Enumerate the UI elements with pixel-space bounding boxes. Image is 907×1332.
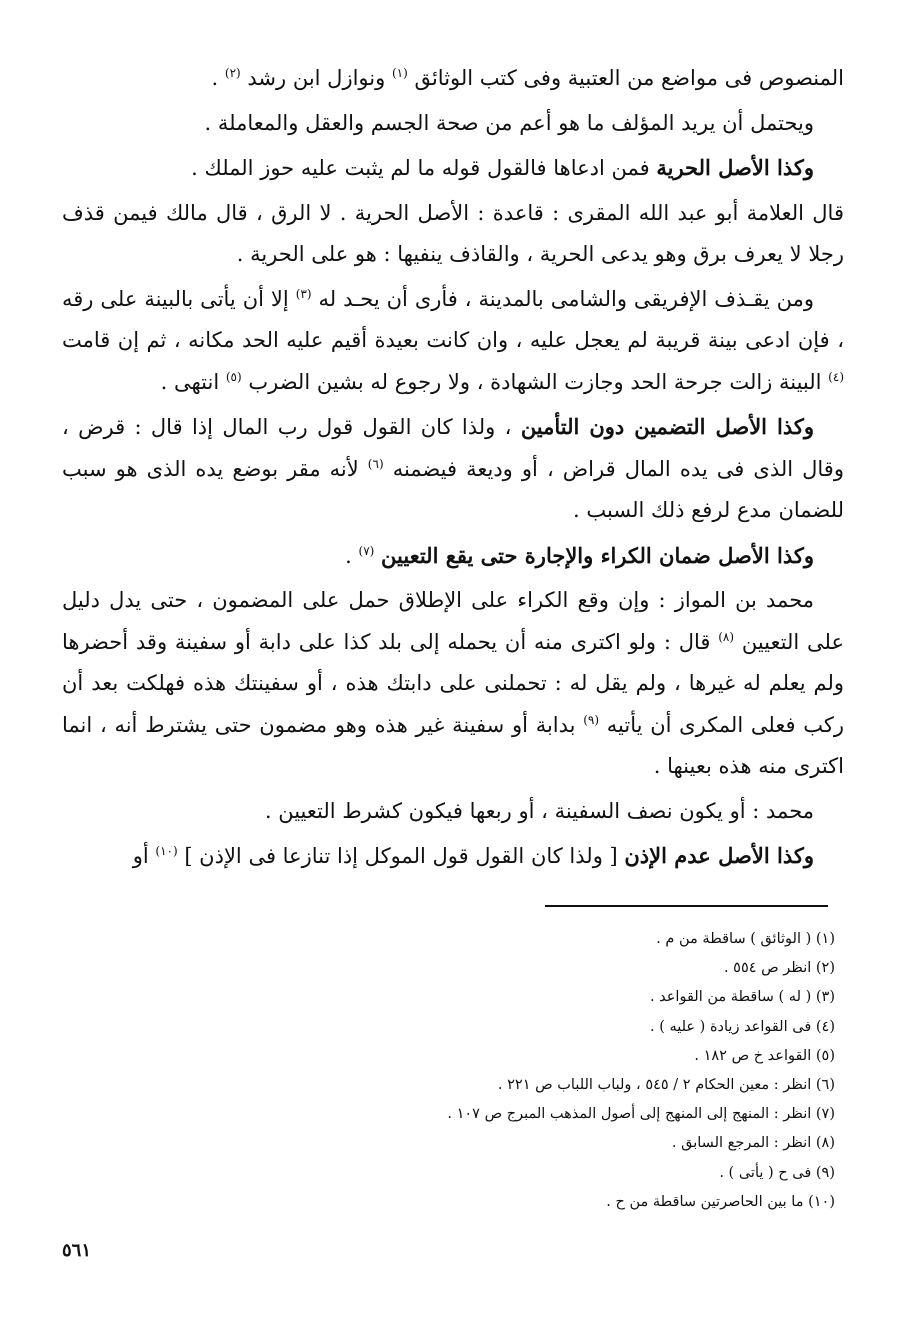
footnote-marker: (٢) xyxy=(224,66,241,80)
paragraph xyxy=(62,835,844,878)
paragraph xyxy=(62,580,844,788)
paragraph xyxy=(62,147,844,190)
text-run: قال : ولو اكترى منه أن يحمله إلى بلد كذا على دابة أو سفينة وقد أحضرها ولم يعلم له غيرها ، ولم يقل له : تحملنى على دابتك هذه ، أو سفينتك هذه فهلكت بعد أن ركب فعلى المكرى أن يأتيه xyxy=(62,629,844,737)
page-number: ٥٦١ xyxy=(62,1240,92,1261)
text-run: البينة زالت جرحة الحد وجازت الشهادة ، ولا رجوع له بشين الضرب xyxy=(241,369,829,394)
paragraph xyxy=(62,103,844,145)
main-text xyxy=(62,58,844,881)
text-run: إلا أن يأتى بالبينة على رقه ، فإن ادعى بينة قريبة لم يعجل عليه ، وان كانت بعيدة أقيم عليه الحد مكانه ، ثم إن قامت xyxy=(62,286,844,352)
footnote: (٩) فى ح ( يأتى ) . xyxy=(719,1164,835,1181)
footnote-marker: (٦) xyxy=(367,456,384,471)
text-run: [ ولذا كان القول قول الموكل إذا تنازعا فى الإذن ] xyxy=(177,844,625,868)
paragraph xyxy=(62,406,844,532)
footnote-marker: (١) xyxy=(391,66,408,80)
footnote: (٧) انظر : المنهج إلى المنهج إلى أصول المذهب المبرج ص ١٠٧ . xyxy=(447,1106,835,1123)
text-run: أو xyxy=(132,844,156,868)
footnote: (١) ( الوثائق ) ساقطة من م . xyxy=(656,931,835,947)
footnote-marker: (٧) xyxy=(358,543,375,558)
footnote-marker: (١٠) xyxy=(155,844,178,858)
footnote: (٤) فى القواعد زيادة ( عليه ) . xyxy=(649,1018,835,1035)
paragraph xyxy=(62,791,844,833)
text-run: بدابة أو سفينة غير هذه وهو مضمون حتى يشترط أنه ، انما اكترى منه هذه بعينها . xyxy=(62,712,844,778)
footnotes xyxy=(62,925,835,1217)
text-run: محمد : أو يكون نصف السفينة ، أو ربعها فيكون كشرط التعيين . xyxy=(264,798,814,823)
footnote: (٢) انظر ص ٥٥٤ . xyxy=(723,960,835,977)
text-run: انتهى . xyxy=(160,369,226,394)
text-run: . xyxy=(345,543,359,568)
footnote: (٦) انظر : معين الحكام ٢ / ٥٤٥ ، ولباب اللباب ص ٢٢١ . xyxy=(497,1077,835,1094)
footnote: (٣) ( له ) ساقطة من القواعد . xyxy=(649,989,835,1006)
text-run: المنصوص فى مواضع من العتبية وفى كتب الوثائق xyxy=(407,66,844,90)
paragraph-heading: وكذا الأصل الحرية xyxy=(656,155,814,180)
footnote-marker: (٩) xyxy=(583,712,600,727)
text-run: ويحتمل أن يريد المؤلف ما هو أعم من صحة الجسم والعقل والمعاملة . xyxy=(204,110,814,135)
footnote-marker: (٣) xyxy=(295,286,312,301)
text-run: ومن يقـذف الإفريقى والشامى بالمدينة ، فأرى أن يحـد له xyxy=(311,286,815,311)
footnote-marker: (٥) xyxy=(225,369,242,384)
paragraph xyxy=(62,535,844,578)
paragraph xyxy=(62,279,844,404)
text-run: . xyxy=(211,66,225,90)
footnote: (١٠) ما بين الحاصرتين ساقطة من ح . xyxy=(606,1193,835,1210)
footnote: (٨) انظر : المرجع السابق . xyxy=(671,1135,835,1152)
footnote-marker: (٤) xyxy=(828,369,844,384)
paragraph-heading: وكذا الأصل عدم الإذن xyxy=(624,843,814,868)
text-run: فمن ادعاها فالقول قوله ما لم يثبت عليه حوز الملك . xyxy=(191,156,657,180)
text-run: لأنه مقر بوضع يده الذى هو سبب للضمان مدع لرفع ذلك السبب . xyxy=(62,456,844,522)
paragraph xyxy=(62,58,844,100)
paragraph xyxy=(62,193,844,276)
text-run: ونوازل ابن رشد xyxy=(240,66,392,90)
paragraph-heading: وكذا الأصل التضمين دون التأمين xyxy=(520,414,814,439)
text-run: محمد بن المواز : وإن وقع الكراء على الإطلاق حمل على المضمون ، حتى يدل دليل على التعيين xyxy=(62,588,844,654)
text-run: قال العلامة أبو عبد الله المقرى : قاعدة : الأصل الحرية . لا الرق ، قال مالك فيمن قذف رجلا لا يعرف برق وهو يدعى الحرية ، والقاذف ينفيها : هو على الحرية . xyxy=(62,200,844,266)
text-run: ، ولذا كان القول قول رب المال إذا قال : قرض ، وقال الذى فى يده المال قراض ، أو وديعة فيضمنه xyxy=(62,415,844,481)
paragraph-heading: وكذا الأصل ضمان الكراء والإجارة حتى يقع التعيين xyxy=(381,542,814,568)
footnote: (٥) القواعد خ ص ١٨٢ . xyxy=(694,1047,835,1064)
footnote-separator xyxy=(545,905,828,907)
footnote-marker: (٨) xyxy=(718,629,735,644)
